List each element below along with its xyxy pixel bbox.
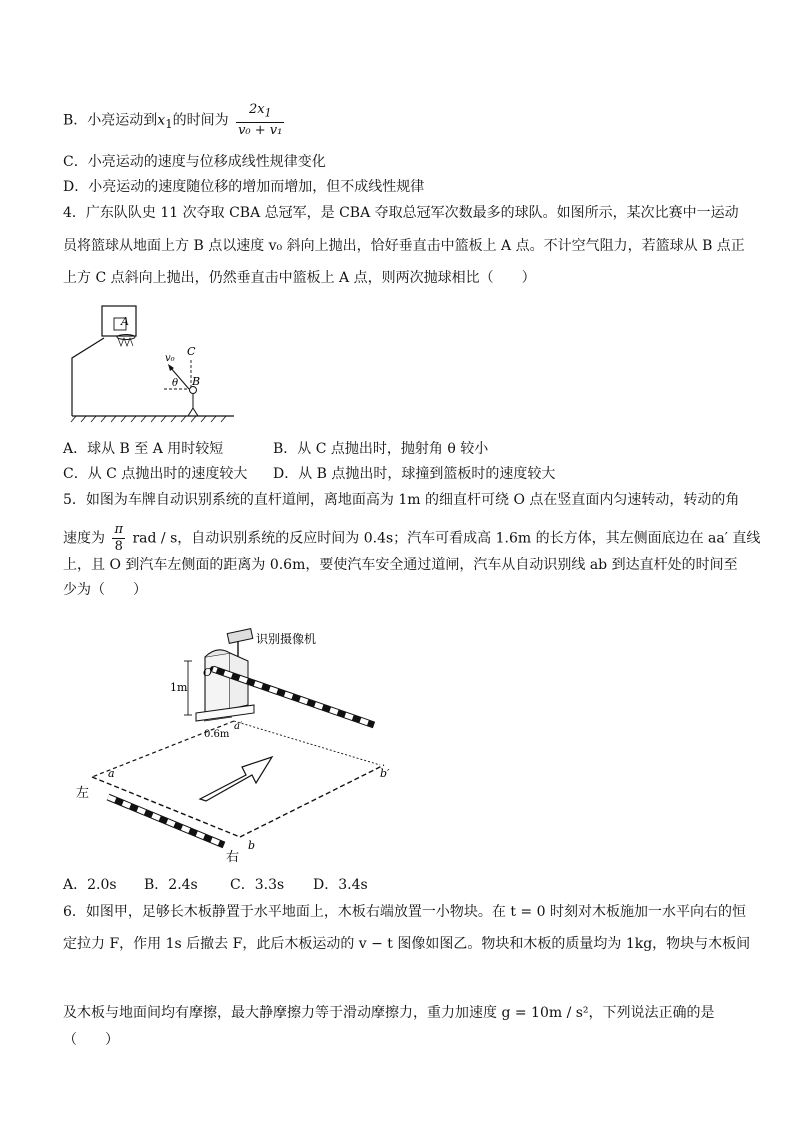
q5-stem-line3: 上，且 O 到汽车左侧面的距离为 0.6m，要使汽车安全通过道闸，汽车从自动识别线 ab 到达直杆处的时间至 <box>63 557 738 573</box>
q5-stem-line4: 少为（ ） <box>63 582 147 598</box>
q6-stem-line3: 及木板与地面间均有摩擦，最大静摩擦力等于滑动摩擦力，重力加速度 g = 10m / s²，下列说法正确的是 <box>63 1005 715 1021</box>
q5-stem-line1: 5．如图为车牌自动识别系统的直杆道闸，离地面高为 1m 的细直杆可绕 O 点在竖直面内匀速转动，转动的角 <box>63 492 740 508</box>
point-b-label: b <box>248 839 256 852</box>
q4-option-b: B．从 C 点抛出时，抛射角 θ 较小 <box>273 441 489 457</box>
point-a-label: a <box>108 767 115 780</box>
left-label: 左 <box>76 786 90 801</box>
point-a-label: A <box>121 315 129 328</box>
q5-stem-line2: 速度为 $\frac{\pi}{8}$ rad / s，自动识别系统的反应时间为 0.4s；汽车可看成高 1.6m 的长方体，其左侧面底边在 aa′ 直线 <box>63 522 761 554</box>
q5-barrier-figure <box>68 625 408 865</box>
q5-option-a: A．2.0s <box>63 877 117 893</box>
q4-option-a: A．球从 B 至 A 用时较短 <box>63 441 224 457</box>
point-b-prime-label: b′ <box>380 767 390 780</box>
v0-label: v₀ <box>165 353 175 364</box>
right-label: 右 <box>226 850 240 865</box>
camera-label: 识别摄像机 <box>256 632 317 646</box>
point-b-label: B <box>192 375 201 388</box>
direction-arrow <box>200 757 272 801</box>
q4-option-c: C．从 C 点抛出时的速度较大 <box>63 466 248 482</box>
pivot-o-label: O <box>203 666 213 679</box>
q3-option-c: C．小亮运动的速度与位移成线性规律变化 <box>63 154 326 170</box>
q4-stem-line3: 上方 C 点斜向上抛出，仍然垂直击中篮板上 A 点，则两次抛球相比（ ） <box>63 270 536 286</box>
q6-stem-line1: 6．如图甲，足够长木板静置于水平地面上，木板右端放置一小物块。在 t = 0 时刻对木板施加一水平向右的恒 <box>63 904 746 920</box>
q3-option-b: B．小亮运动到$x_1$的时间为 $\frac{2x_1}{\text{v₀ + v₁}}$ <box>63 102 283 138</box>
height-label: 1m <box>170 681 188 694</box>
q6-stem-line2: 定拉力 F，作用 1s 后撤去 F，此后木板运动的 v − t 图像如图乙。物块和木板的质量均为 1kg，物块与木板间 <box>63 936 751 952</box>
q4-stem-line1: 4．广东队队史 11 次夺取 CBA 总冠军，是 CBA 夺取总冠军次数最多的球队。如图所示，某次比赛中一运动 <box>63 205 739 221</box>
recognition-line <box>108 797 224 845</box>
q4-basketball-figure <box>68 300 238 426</box>
a-prime-label: a′ <box>234 721 243 732</box>
q4-option-d: D．从 B 点抛出时，球撞到篮板时的速度较大 <box>273 466 556 482</box>
q5-option-c: C．3.3s <box>230 877 285 893</box>
q4-stem-line2: 员将篮球从地面上方 B 点以速度 v₀ 斜向上抛出，恰好垂直击中篮板上 A 点。不计空气阻力，若篮球从 B 点正 <box>63 238 745 254</box>
q5-option-d: D．3.4s <box>313 877 368 893</box>
distance-label: 0.6m <box>204 729 230 740</box>
q6-stem-line4: （ ） <box>63 1032 119 1048</box>
q3-fraction: $\frac{2x_1}{\text{v₀ + v₁}}$ <box>238 102 283 138</box>
omega-fraction: $\frac{\pi}{8}$ <box>114 522 123 554</box>
theta-label: θ <box>172 378 179 389</box>
q5-option-b: B．2.4s <box>144 877 198 893</box>
point-c-label: C <box>187 345 196 358</box>
q3-option-d: D．小亮运动的速度随位移的增加而增加，但不成线性规律 <box>63 179 425 195</box>
